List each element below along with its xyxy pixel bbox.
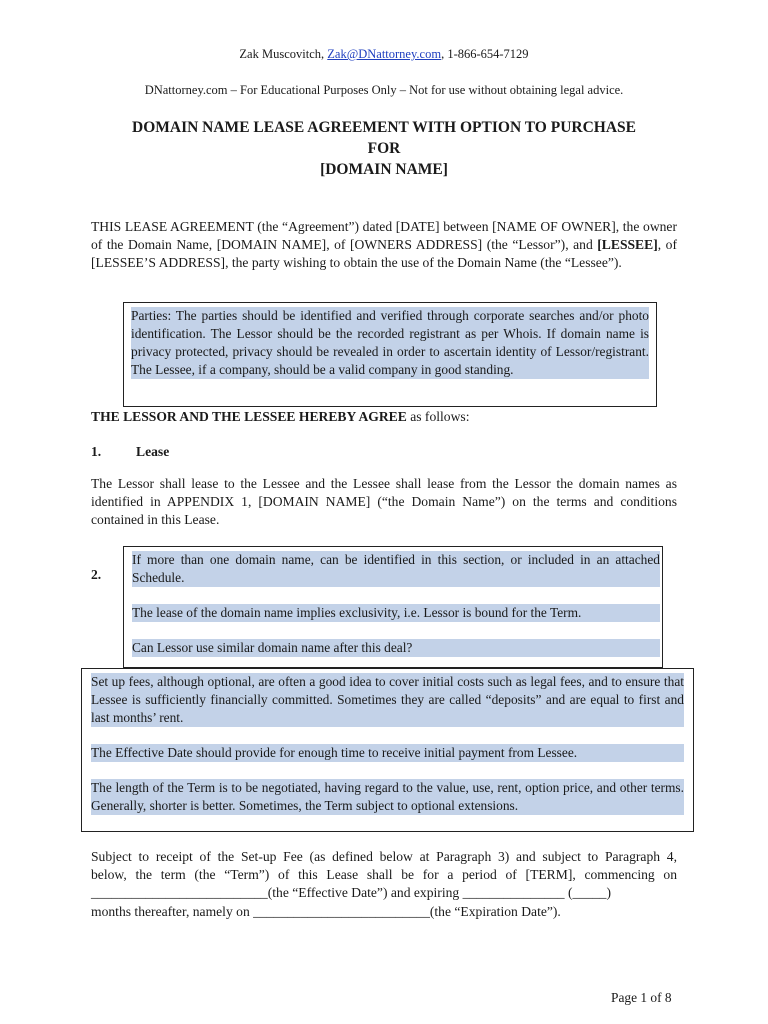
comment-fees-p3: The length of the Term is to be negotiated, having regard to the value, use, rent, option price, and other terms. Generally, shorter is better. Sometimes, the Term subject to optional extensions.	[91, 780, 684, 813]
email-link[interactable]: Zak@DNattorney.com	[327, 47, 442, 61]
title-line-1: DOMAIN NAME LEASE AGREEMENT WITH OPTION TO PURCHASE	[132, 119, 636, 136]
author-line	[0, 47, 768, 62]
title-line-3: [DOMAIN NAME]	[320, 161, 448, 178]
agree-line: THE LESSOR AND THE LESSEE HEREBY AGREE as follows:	[91, 409, 470, 424]
comment-box-parties	[123, 302, 657, 407]
comment-fees-p2: The Effective Date should provide for enough time to receive initial payment from Lessee.	[91, 744, 684, 762]
comment-parties-text: Parties: The parties should be identified and verified through corporate searches and/or photo identification. The Lessor should be the recorded registrant as per Whois. If domain name is privacy protected, privacy should be revealed in order to ascertain identity of Lessor/registrant. The Lessee, if a company, should be a valid company in good standing.	[131, 308, 649, 377]
comment-box-domain	[123, 546, 663, 668]
title-line-2: FOR	[367, 140, 401, 157]
comment-domain-p1: If more than one domain name, can be identified in this section, or included in an attached Schedule.	[132, 552, 660, 585]
comment-domain-p3: Can Lessor use similar domain name after this deal?	[132, 639, 660, 657]
comment-box-fees	[81, 668, 694, 832]
intro-paragraph: THIS LEASE AGREEMENT (the “Agreement”) dated [DATE] between [NAME OF OWNER], the owner of the Domain Name, [DOMAIN NAME], of [OWNERS ADDRESS] (the “Lessor”), and [LESSEE], of [LESSEE’S ADDRESS], the party wishing to obtain the use of the Domain Name (the “Lessee”).	[91, 219, 677, 271]
disclaimer: DNattorney.com – For Educational Purposes Only – Not for use without obtaining legal advice.	[144, 83, 624, 97]
term-line-2: below, the term (the “Term”) of this Lease shall be for a period of [TERM], commencing on	[91, 867, 677, 883]
term-line-3: __________________________(the “Effective Date”) and expiring _______________ (_____)	[91, 885, 611, 901]
term-paragraph	[91, 848, 677, 921]
comment-domain-p2: The lease of the domain name implies exclusivity, i.e. Lessor is bound for the Term.	[132, 604, 660, 622]
section-1-number: 1.	[91, 444, 102, 459]
section-2-number: 2.	[91, 567, 102, 582]
lessee-placeholder: [LESSEE]	[597, 237, 658, 253]
comment-fees-p1: Set up fees, although optional, are often a good idea to cover initial costs such as legal fees, and to ensure that Lessee is sufficiently financially committed. Sometimes they are called “deposits” and are equal to first and last months’ rent.	[91, 674, 684, 725]
phone-number: , 1-866-654-7129	[441, 47, 529, 61]
section-1-heading: Lease	[136, 444, 170, 459]
page-number: Page 1 of 8	[611, 990, 672, 1005]
document-title	[0, 117, 768, 180]
term-line-4: months thereafter, namely on __________________________(the “Expiration Date”).	[91, 903, 561, 919]
section-1-body: The Lessor shall lease to the Lessee and the Lessee shall lease from the Lessor the domain names as identified in APPENDIX 1, [DOMAIN NAME] (“the Domain Name”) on the terms and conditions contained in this Lease.	[91, 476, 677, 528]
author-name: Zak Muscovitch,	[239, 47, 328, 61]
term-line-1: Subject to receipt of the Set-up Fee (as defined below at Paragraph 3) and subject to Paragraph 4,	[91, 849, 677, 864]
